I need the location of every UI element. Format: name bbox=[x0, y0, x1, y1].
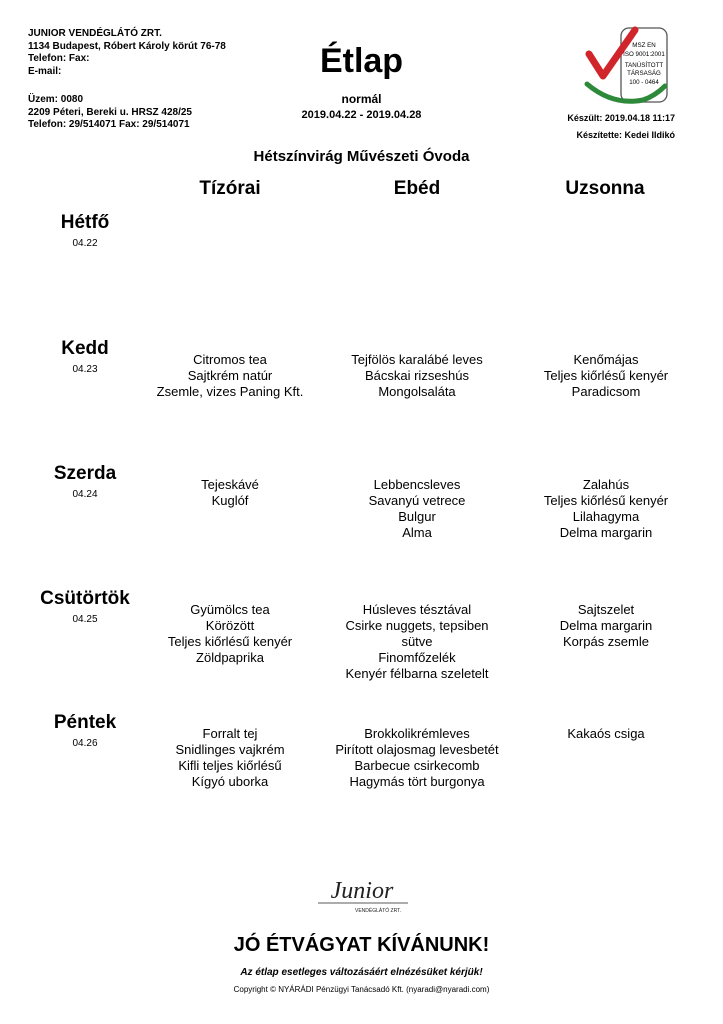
column-header-ebed: Ebéd bbox=[393, 178, 441, 199]
meal-item: Mongolsaláta bbox=[378, 384, 456, 399]
meal-cell-uzsonna bbox=[491, 352, 721, 400]
day-name: Szerda bbox=[53, 463, 117, 484]
meal-item: Finomfőzelék bbox=[378, 650, 456, 665]
meal-item: Delma margarin bbox=[559, 525, 653, 540]
cert-text: TANÚSÍTOTT bbox=[624, 62, 664, 69]
meal-item: Paradicsom bbox=[571, 384, 641, 399]
meal-item: Tejfölös karalábé leves bbox=[351, 352, 483, 367]
day-name: Péntek bbox=[53, 712, 117, 733]
column-header-tizorai: Tízórai bbox=[199, 178, 261, 199]
company-phone: Telefon: Fax: bbox=[28, 53, 90, 64]
meal-item: Hagymás tört burgonya bbox=[349, 774, 485, 789]
day-date: 04.22 bbox=[72, 238, 98, 249]
cert-text: MSZ EN bbox=[632, 42, 656, 49]
meal-item: Kifli teljes kiőrlésű bbox=[178, 758, 282, 773]
day-name: Csütörtök bbox=[40, 588, 130, 609]
meal-item: Kakaós csiga bbox=[567, 726, 645, 741]
slogan: JÓ ÉTVÁGYAT KÍVÁNUNK! bbox=[233, 934, 490, 956]
day-date: 04.26 bbox=[72, 738, 98, 749]
plant-id: Üzem: 0080 bbox=[28, 94, 84, 105]
meal-cell-uzsonna bbox=[491, 477, 721, 541]
meal-cell-uzsonna bbox=[491, 726, 721, 742]
created-date: Készült: 2019.04.18 11:17 bbox=[567, 113, 675, 123]
meal-item: Húsleves tésztával bbox=[362, 602, 472, 617]
menu-period: 2019.04.22 - 2019.04.28 bbox=[301, 109, 422, 121]
institution-name: Hétszínvirág Művészeti Óvoda bbox=[253, 148, 470, 165]
meal-item: Snidlinges vajkrém bbox=[175, 742, 285, 757]
created-by: Készítette: Kedei Ildikó bbox=[576, 130, 675, 140]
junior-logo bbox=[300, 872, 424, 920]
meal-item: sütve bbox=[401, 634, 433, 649]
meal-item: Teljes kiőrlésű kenyér bbox=[167, 634, 293, 649]
meal-cell-uzsonna bbox=[491, 602, 721, 650]
menu-type: normál bbox=[341, 92, 382, 106]
meal-item: Korpás zsemle bbox=[563, 634, 649, 649]
day-date: 04.23 bbox=[72, 364, 98, 375]
day-date: 04.24 bbox=[72, 489, 98, 500]
meal-item: Csirke nuggets, tepsiben bbox=[345, 618, 489, 633]
copyright: Copyright © NYÁRÁDI Pénzügyi Tanácsadó Kft. (nyaradi@nyaradi.com) bbox=[233, 985, 490, 994]
meal-item: Gyümölcs tea bbox=[190, 602, 270, 617]
meal-item: Teljes kiőrlésű kenyér bbox=[543, 493, 669, 508]
meal-item: Körözött bbox=[205, 618, 255, 633]
meal-item: Bácskai rizseshús bbox=[364, 368, 470, 383]
meal-item: Citromos tea bbox=[193, 352, 267, 367]
cert-text: 100 - 0464 bbox=[629, 79, 659, 86]
meal-item: Tejeskávé bbox=[201, 477, 259, 492]
meal-item: Alma bbox=[402, 525, 432, 540]
meal-item: Lilahagyma bbox=[572, 509, 640, 524]
meal-item: Lebbencsleves bbox=[373, 477, 461, 492]
meal-item: Kígyó uborka bbox=[191, 774, 269, 789]
meal-item: Brokkolikrémleves bbox=[364, 726, 470, 741]
meal-item: Savanyú vetrece bbox=[368, 493, 466, 508]
meal-item: Forralt tej bbox=[202, 726, 258, 741]
meal-item: Sajtkrém natúr bbox=[187, 368, 273, 383]
meal-item: Bulgur bbox=[398, 509, 436, 524]
meal-item: Zalahús bbox=[582, 477, 630, 492]
page-title: Étlap bbox=[319, 42, 404, 80]
logo-text: Junior bbox=[330, 878, 394, 904]
meal-item: Kenőmájas bbox=[573, 352, 639, 367]
day-name: Hétfő bbox=[60, 212, 110, 233]
company-name: JUNIOR VENDÉGLÁTÓ ZRT. bbox=[28, 28, 162, 39]
meal-item: Zsemle, vizes Paning Kft. bbox=[156, 384, 304, 399]
company-email: E-mail: bbox=[28, 65, 62, 77]
day-name: Kedd bbox=[61, 338, 109, 359]
plant-phone: Telefon: 29/514071 Fax: 29/514071 bbox=[28, 119, 190, 130]
cert-text: TÁRSASÁG bbox=[627, 70, 661, 77]
meal-item: Kenyér félbarna szeletelt bbox=[345, 666, 489, 681]
cert-text: ISO 9001:2001 bbox=[623, 51, 665, 58]
meal-item: Pirított olajosmag levesbetét bbox=[335, 742, 499, 757]
meal-item: Barbecue csirkecomb bbox=[354, 758, 480, 773]
company-address: 1134 Budapest, Róbert Károly körút 76-78 bbox=[28, 40, 226, 52]
plant-address: 2209 Péteri, Bereki u. HRSZ 428/25 bbox=[28, 106, 192, 118]
iso-certification-seal bbox=[583, 24, 673, 106]
day-label bbox=[30, 212, 140, 249]
meal-item: Zöldpaprika bbox=[196, 650, 264, 665]
column-header-uzsonna: Uzsonna bbox=[565, 178, 645, 199]
logo-subtext: VENDÉGLÁTÓ ZRT. bbox=[354, 908, 402, 914]
meal-item: Sajtszelet bbox=[577, 602, 635, 617]
meal-item: Kuglóf bbox=[211, 493, 249, 508]
day-date: 04.25 bbox=[72, 614, 98, 625]
change-notice: Az étlap esetleges változásáért elnézésüket kérjük! bbox=[240, 967, 483, 978]
meal-item: Delma margarin bbox=[559, 618, 653, 633]
meal-item: Teljes kiőrlésű kenyér bbox=[543, 368, 669, 383]
